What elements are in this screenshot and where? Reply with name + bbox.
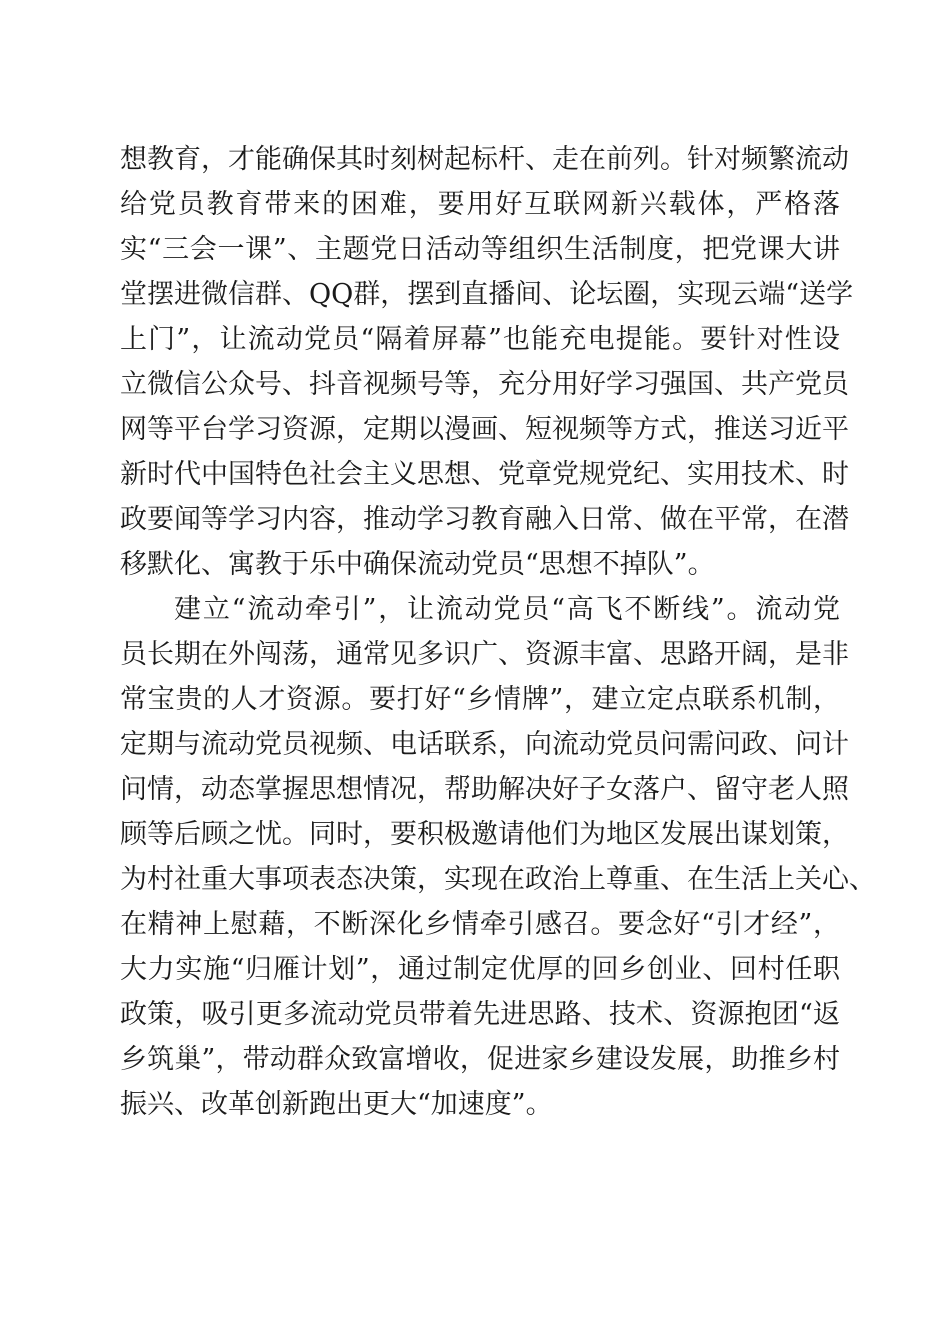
- text-line: 给党员教育带来的困难，要用好互联网新兴载体，严格落: [120, 189, 840, 220]
- text-line: 定期与流动党员视频、电话联系，向流动党员问需问政、问计: [120, 729, 849, 760]
- text-line: 想教育，才能确保其时刻树起标杆、走在前列。针对频繁流动: [120, 144, 849, 175]
- text-line: 新时代中国特色社会主义思想、党章党规党纪、实用技术、时: [120, 459, 849, 490]
- text-line: 政要闻等学习内容，推动学习教育融入日常、做在平常，在潜: [120, 504, 849, 535]
- text-line: 实“三会一课”、主题党日活动等组织生活制度，把党课大讲: [120, 234, 840, 265]
- text-line: 堂摆进微信群、QQ群，摆到直播间、论坛圈，实现云端“送学: [120, 279, 854, 310]
- text-line: 员长期在外闯荡，通常见多识广、资源丰富、思路开阔，是非: [120, 639, 849, 670]
- text-line: 移默化、寓教于乐中确保流动党员“思想不掉队”。: [120, 549, 715, 580]
- text-line: 大力实施“归雁计划”，通过制定优厚的回乡创业、回村任职: [120, 954, 840, 985]
- text-line: 振兴、改革创新跑出更大“加速度”。: [120, 1089, 553, 1120]
- text-line: 顾等后顾之忧。同时，要积极邀请他们为地区发展出谋划策，: [120, 819, 849, 850]
- text-line: 为村社重大事项表态决策，实现在政治上尊重、在生活上关心、: [120, 864, 876, 895]
- text-line: 在精神上慰藉，不断深化乡情牵引感召。要念好“引才经”，: [120, 909, 840, 940]
- text-line: 网等平台学习资源，定期以漫画、短视频等方式，推送习近平: [120, 414, 849, 445]
- text-line: 上门”，让流动党员“隔着屏幕”也能充电提能。要针对性设: [120, 324, 840, 355]
- text-line: 立微信公众号、抖音视频号等，充分用好学习强国、共产党员: [120, 369, 849, 400]
- text-line: 常宝贵的人才资源。要打好“乡情牌”，建立定点联系机制，: [120, 684, 840, 715]
- text-line: 问情，动态掌握思想情况，帮助解决好子女落户、留守老人照: [120, 774, 849, 805]
- paragraph-first-line: 建立“流动牵引”，让流动党员“高飞不断线”。流动党: [174, 594, 840, 625]
- text-line: 政策，吸引更多流动党员带着先进思路、技术、资源抱团“返: [120, 999, 840, 1030]
- text-line: 乡筑巢”，带动群众致富增收，促进家乡建设发展，助推乡村: [120, 1044, 840, 1075]
